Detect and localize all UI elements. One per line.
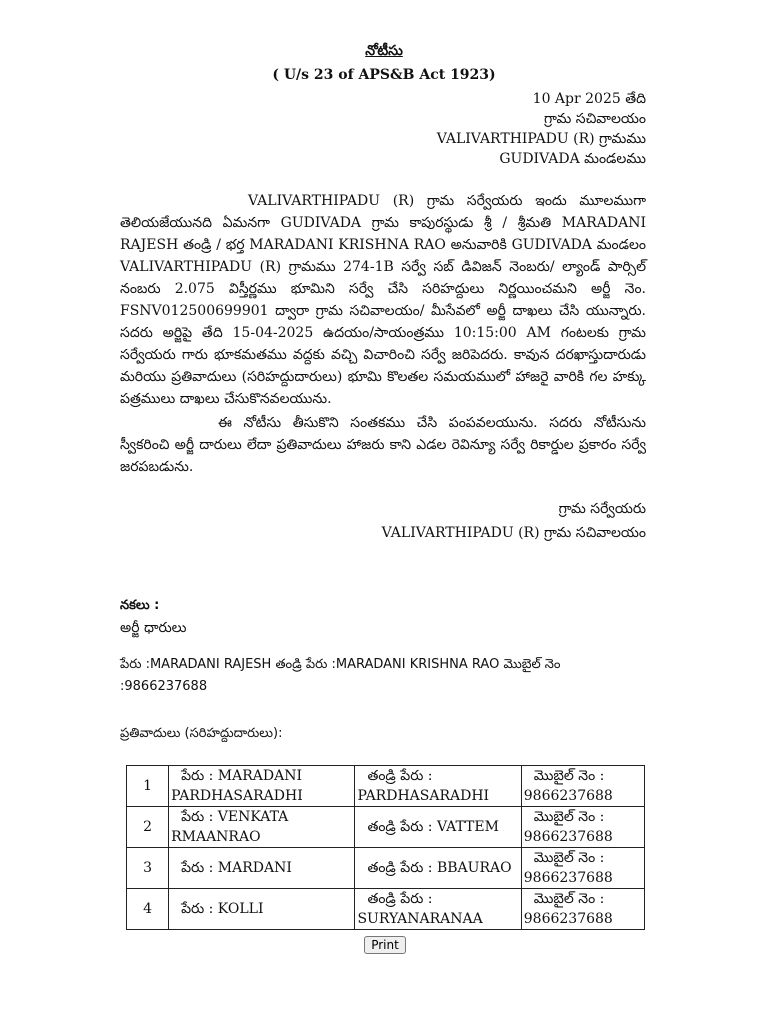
respondent-mobile: మొబైల్ నెం : 9866237688 [521,889,644,930]
signature-block [382,497,646,545]
table-row [127,889,645,930]
respondent-mobile: మొబైల్ నెం : 9866237688 [521,807,644,848]
notice-paragraph-1 [120,190,646,410]
respondent-number: 2 [127,807,169,848]
respondents-table [126,765,645,930]
respondent-mobile: మొబైల్ నెం : 9866237688 [521,848,644,889]
respondent-name: పేరు : KOLLI [169,889,355,930]
signature-designation: గ్రామ సర్వేయరు [558,501,646,517]
respondent-number: 3 [127,848,169,889]
respondent-number: 4 [127,889,169,930]
respondents-label: ప్రతివాదులు (సరిహద్దుదారులు): [120,726,283,741]
notice-header-block [437,89,646,169]
respondent-name: పేరు : MARDANI [169,848,355,889]
respondent-number: 1 [127,766,169,807]
print-button[interactable]: Print [364,936,406,954]
notice-office: గ్రామ సచివాలయం [544,111,646,127]
respondent-father-name: తండ్రి పేరు : BBAURAO [355,848,521,889]
respondent-name: పేరు : VENKATA RMAANRAO [169,807,355,848]
notice-paragraph-2 [120,412,646,478]
respondent-name: పేరు : MARADANI PARDHASARADHI [169,766,355,807]
table-row [127,848,645,889]
notice-village: VALIVARTHIPADU (R) గ్రామము [436,131,646,147]
paragraph-1-text: VALIVARTHIPADU (R) గ్రామ సర్వేయరు ఇందు మూలముగా తెలియజేయునది ఏమనగా GUDIVADA గ్రామ కాపురస్థుడు శ్రీ / శ్రీమతి MARADANI RAJESH తండ్రి / భర్త MARADANI KRISHNA RAO అనువారికి GUDIVADA మండలం VALIVARTHIPADU (R) గ్రామము 274-1B సర్వే సబ్ డివిజన్ నెంబరు/ ల్యాండ్ పార్సిల్ నంబరు 2.075 విస్తీర్ణము భూమిని సర్వే చేసి సరిహద్దులు నిర్ణయించమని అర్జీ నెం. FSNV012500699901 ద్వారా గ్రామ సచివాలయం/ మీసేవలో అర్జీ దాఖలు చేసి యున్నారు. సదరు అర్జిపై తేది 15-04-2025 ఉదయం/సాయంత్రము 10:15:00 AM గంటలకు గ్రామ సర్వేయరు గారు భూకమతము వద్దకు వచ్చి విచారించి సర్వే జరిపెదరు. కావున దరఖాస్తుదారుడు మరియు ప్రతివాదులు (సరిహద్దుదారులు) భూమి కొలతల సమయములో హాజరై వారికి గల హక్కు పత్రములు దాఖలు చేసుకొనవలయును. [120,193,646,407]
respondent-father-name: తండ్రి పేరు : VATTEM [355,807,521,848]
applicants-label: అర్జీ ధారులు [120,620,187,636]
signature-office: VALIVARTHIPADU (R) గ్రామ సచివాలయం [381,525,646,541]
table-row [127,807,645,848]
respondent-father-name: తండ్రి పేరు : SURYANARANAA [355,889,521,930]
respondent-mobile: మొబైల్ నెం : 9866237688 [521,766,644,807]
respondent-father-name: తండ్రి పేరు : PARDHASARADHI [355,766,521,807]
notice-title: నోటీసు [365,43,403,59]
copies-label: నకలు : [120,598,160,613]
applicant-details: పేరు :MARADANI RAJESH తండ్రి పేరు :MARADANI KRISHNA RAO మొబైల్ నెం :9866237688 [120,657,561,694]
notice-subtitle: ( U/s 23 of APS&B Act 1923) [272,67,496,83]
notice-mandal: GUDIVADA మండలము [499,151,646,167]
paragraph-2-text: ఈ నోటీసు తీసుకొని సంతకము చేసి పంపవలయును. సదరు నోటీసును స్వీకరించి అర్జీ దారులు లేదా ప్రతివాదులు హాజరు కాని ఎడల రెవిన్యూ సర్వే రికార్డుల ప్రకారం సర్వే జరపబడును. [120,415,646,475]
notice-date: 10 Apr 2025 తేది [532,91,646,107]
table-row [127,766,645,807]
